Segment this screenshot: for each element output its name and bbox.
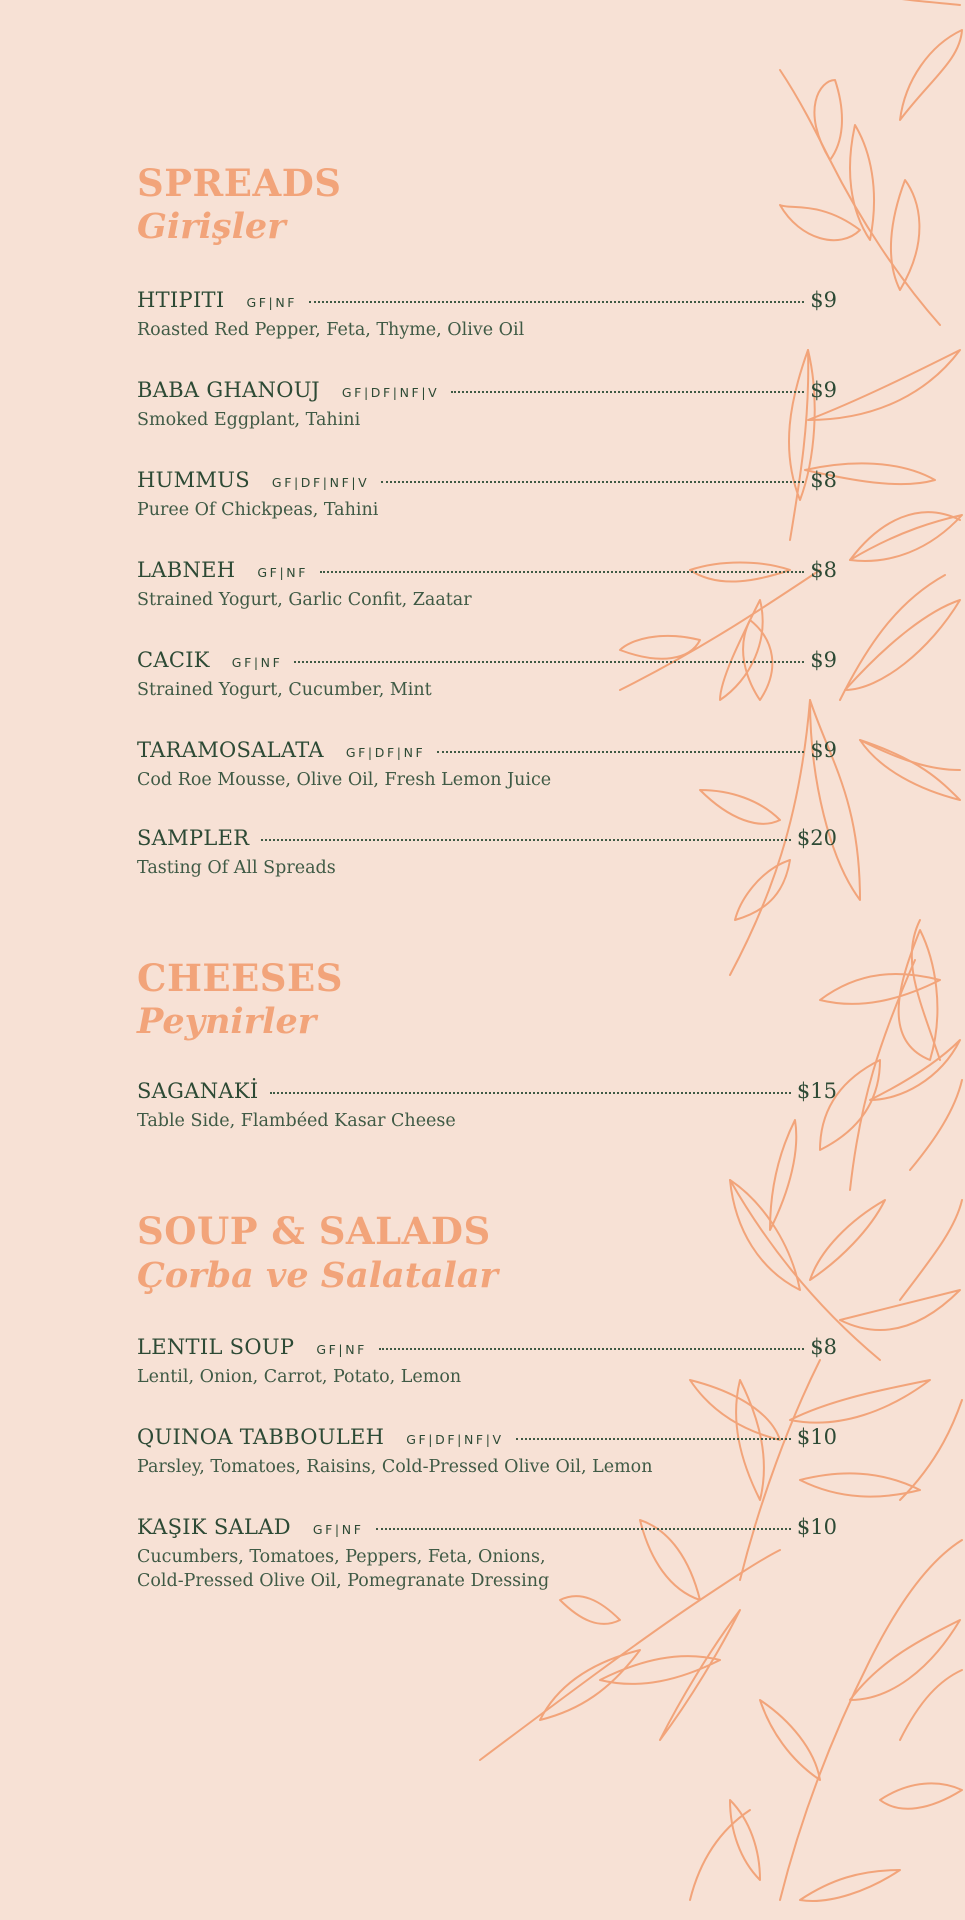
menu-item <box>137 826 837 880</box>
item-description: Tasting Of All Spreads <box>137 858 336 878</box>
item-description: Parsley, Tomatoes, Raisins, Cold-Pressed Olive Oil, Lemon <box>137 1457 653 1477</box>
menu-item <box>137 1515 837 1593</box>
item-name: LENTIL SOUP <box>137 1335 295 1359</box>
item-price: $10 <box>796 1515 837 1539</box>
dot-leader <box>379 1348 804 1350</box>
item-description: Cod Roe Mousse, Olive Oil, Fresh Lemon Juice <box>137 770 552 790</box>
item-name: QUINOA TABBOULEH <box>137 1425 385 1449</box>
item-name: BABA GHANOUJ <box>137 378 320 402</box>
dietary-tags: GF|DF|NF <box>345 745 426 760</box>
item-price: $9 <box>810 378 837 402</box>
section-title: SOUP & SALADS <box>137 1209 491 1253</box>
menu-item <box>137 468 837 522</box>
dot-leader <box>270 1092 790 1094</box>
menu-item <box>137 738 837 792</box>
item-price: $20 <box>796 826 837 850</box>
item-name: SAMPLER <box>137 826 250 850</box>
menu-item <box>137 1335 837 1389</box>
item-name: CACIK <box>137 648 210 672</box>
item-price: $15 <box>796 1079 837 1103</box>
item-price: $10 <box>796 1425 837 1449</box>
menu-item <box>137 1079 837 1133</box>
dietary-tags: GF|DF|NF|V <box>406 1432 504 1447</box>
item-description: Roasted Red Pepper, Feta, Thyme, Olive Oil <box>137 320 525 340</box>
item-price: $9 <box>810 288 837 312</box>
dietary-tags: GF|NF <box>246 295 298 310</box>
item-description: Cucumbers, Tomatoes, Peppers, Feta, Onions, Cold-Pressed Olive Oil, Pomegranate Dressing <box>137 1547 550 1591</box>
item-price: $8 <box>810 558 837 582</box>
menu-item <box>137 558 837 612</box>
item-description: Table Side, Flambéed Kasar Cheese <box>137 1111 456 1131</box>
menu-item <box>137 288 837 342</box>
dot-leader <box>381 481 804 483</box>
dot-leader <box>309 301 804 303</box>
menu-item <box>137 1425 837 1479</box>
dietary-tags: GF|NF <box>257 565 309 580</box>
section-subtitle: Girişler <box>137 206 286 247</box>
item-price: $9 <box>810 738 837 762</box>
item-name: KAŞIK SALAD <box>137 1515 291 1539</box>
dot-leader <box>516 1438 791 1440</box>
item-description: Strained Yogurt, Cucumber, Mint <box>137 680 432 700</box>
item-price: $8 <box>810 1335 837 1359</box>
item-price: $8 <box>810 468 837 492</box>
menu-item <box>137 648 837 702</box>
item-description: Smoked Eggplant, Tahini <box>137 410 361 430</box>
section-subtitle: Peynirler <box>137 1001 317 1042</box>
menu-item <box>137 378 837 432</box>
dietary-tags: GF|NF <box>231 655 283 670</box>
dot-leader <box>261 839 791 841</box>
item-price: $9 <box>810 648 837 672</box>
item-name: LABNEH <box>137 558 236 582</box>
item-name: TARAMOSALATA <box>137 738 324 762</box>
dietary-tags: GF|NF <box>316 1342 367 1357</box>
dot-leader <box>294 661 804 663</box>
section-title: CHEESES <box>137 956 343 1000</box>
dot-leader <box>437 751 804 753</box>
item-description: Lentil, Onion, Carrot, Potato, Lemon <box>137 1367 462 1387</box>
item-description: Strained Yogurt, Garlic Confit, Zaatar <box>137 590 472 610</box>
dietary-tags: GF|DF|NF|V <box>271 475 370 490</box>
section-title: SPREADS <box>137 161 342 205</box>
section-subtitle: Çorba ve Salatalar <box>137 1255 498 1296</box>
dietary-tags: GF|DF|NF|V <box>341 385 440 400</box>
item-description: Puree Of Chickpeas, Tahini <box>137 500 379 520</box>
dot-leader <box>376 1528 791 1530</box>
dot-leader <box>320 571 804 573</box>
item-name: HUMMUS <box>137 468 250 492</box>
dot-leader <box>451 391 804 393</box>
item-name: SAGANAKİ <box>137 1079 259 1103</box>
item-name: HTIPITI <box>137 288 225 312</box>
dietary-tags: GF|NF <box>312 1522 364 1537</box>
